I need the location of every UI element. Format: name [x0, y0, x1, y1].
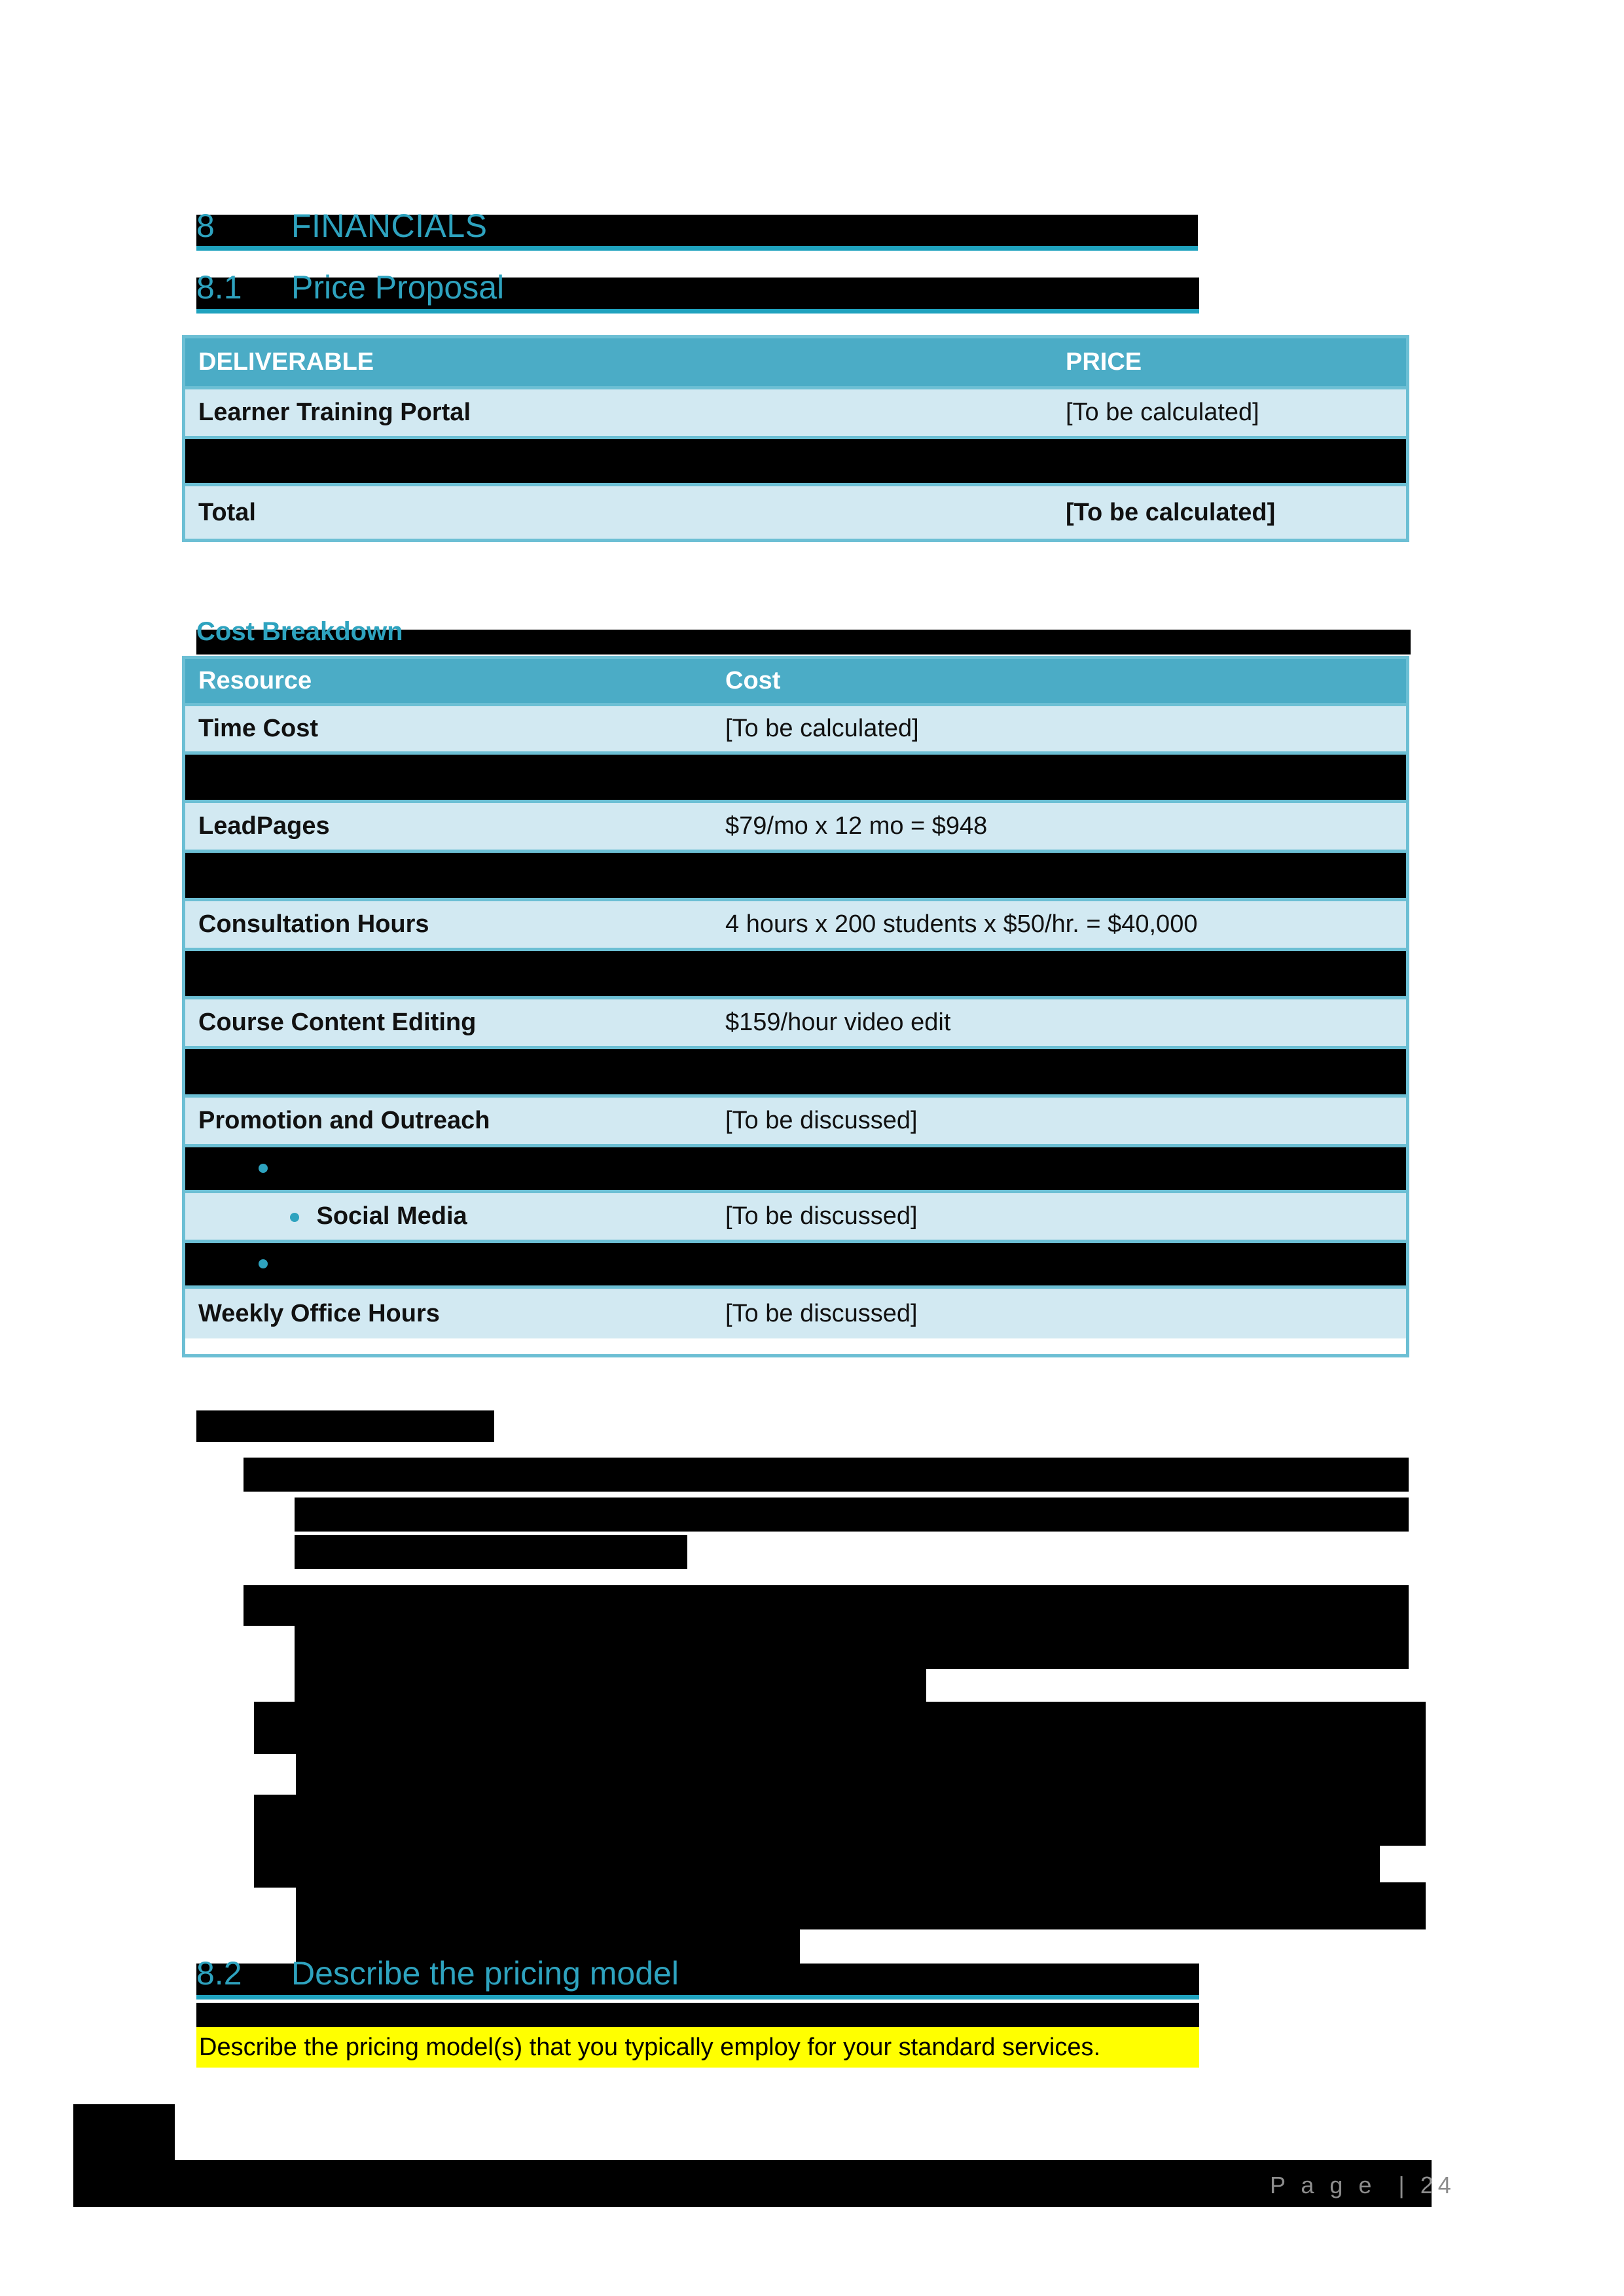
section-number-8-1: 8.1 — [196, 269, 242, 306]
redacted-paragraph-block — [244, 1585, 1409, 1626]
page-number-label: P a g e | 24 — [1270, 2172, 1456, 2198]
section-title-price-proposal: Price Proposal — [291, 269, 505, 306]
redacted-paragraph-block — [296, 1749, 1426, 1800]
heading-underline — [196, 309, 1199, 314]
cell-total-price: [To be calculated] — [1066, 498, 1276, 526]
section-number-8: 8 — [196, 207, 215, 244]
redacted-subheading — [196, 1410, 494, 1442]
cost-breakdown-table — [182, 656, 1409, 1357]
table-row-redacted — [185, 439, 1406, 486]
redacted-paragraph-line — [244, 1458, 1409, 1492]
table-row-redacted — [185, 755, 1406, 803]
table-row — [185, 901, 1406, 951]
cell-total-label: Total — [198, 498, 256, 526]
section-heading-pricing-model — [196, 1956, 1218, 2003]
table-row — [185, 1289, 1406, 1338]
heading-underline — [196, 246, 1198, 251]
cell-resource: Consultation Hours — [198, 910, 429, 938]
column-header-cost: Cost — [725, 667, 781, 694]
table-row-total — [185, 486, 1406, 539]
column-header-price: PRICE — [1066, 348, 1142, 376]
section-title-pricing-model: Describe the pricing model — [291, 1955, 679, 1992]
redacted-paragraph-block — [254, 1795, 1426, 1846]
bullet-icon — [259, 1164, 268, 1173]
footer-redaction-block — [73, 2104, 175, 2163]
table-row — [185, 803, 1406, 853]
redacted-paragraph-block — [295, 1622, 1409, 1669]
table-row — [185, 389, 1406, 439]
table-row-redacted — [185, 951, 1406, 999]
redacted-line-under-heading — [196, 2003, 1199, 2030]
cell-cost: [To be discussed] — [725, 1107, 918, 1134]
column-header-resource: Resource — [198, 667, 312, 694]
redacted-paragraph-block — [296, 1882, 1426, 1929]
footer-redaction-bar — [73, 2160, 1432, 2207]
table-row-redacted-bullet — [185, 1243, 1406, 1289]
table-row-redacted — [185, 853, 1406, 901]
subheading-cost-breakdown: Cost Breakdown — [196, 617, 403, 646]
redacted-paragraph-line — [295, 1498, 1409, 1532]
cell-resource: Course Content Editing — [198, 1009, 477, 1036]
cell-resource: Promotion and Outreach — [198, 1107, 490, 1134]
section-heading-financials — [196, 208, 1211, 255]
cost-breakdown-heading-group — [196, 615, 1414, 655]
cell-resource: Weekly Office Hours — [198, 1299, 440, 1327]
cell-cost: 4 hours x 200 students x $50/hr. = $40,000 — [725, 910, 1198, 938]
cell-bullet — [185, 1247, 725, 1282]
section-number-8-2: 8.2 — [196, 1955, 242, 1992]
cell-deliverable: Learner Training Portal — [198, 399, 471, 426]
redacted-paragraph-block — [295, 1666, 926, 1706]
cell-cost: $79/mo x 12 mo = $948 — [725, 812, 988, 840]
cell-price: [To be calculated] — [1066, 399, 1259, 426]
table-row-redacted — [185, 1049, 1406, 1098]
cell-resource: LeadPages — [198, 812, 330, 840]
table-row — [185, 706, 1406, 755]
table-header-row — [185, 659, 1406, 706]
cell-cost: [To be calculated] — [725, 715, 919, 742]
instruction-highlight: Describe the pricing model(s) that you typically employ for your standard services. — [196, 2027, 1199, 2068]
table-header-row — [185, 338, 1406, 389]
bullet-icon — [259, 1259, 268, 1268]
cell-cost: [To be discussed] — [725, 1299, 918, 1327]
redacted-paragraph-block — [254, 1840, 1380, 1888]
cell-resource-label: Social Media — [316, 1202, 467, 1230]
table-row-bullet — [185, 1193, 1406, 1243]
table-row — [185, 999, 1406, 1049]
heading-underline — [196, 1995, 1199, 2000]
table-row — [185, 1098, 1406, 1147]
price-proposal-table — [182, 335, 1409, 542]
cell-resource: Time Cost — [198, 715, 319, 742]
redacted-paragraph-line — [295, 1535, 687, 1569]
redacted-paragraph-block — [254, 1702, 1426, 1754]
column-header-deliverable: DELIVERABLE — [198, 348, 374, 376]
section-title-financials: FINANCIALS — [291, 207, 488, 244]
bullet-icon — [290, 1213, 299, 1222]
cell-cost: [To be discussed] — [725, 1202, 918, 1230]
cell-cost: $159/hour video edit — [725, 1009, 951, 1036]
section-heading-price-proposal — [196, 270, 1218, 317]
